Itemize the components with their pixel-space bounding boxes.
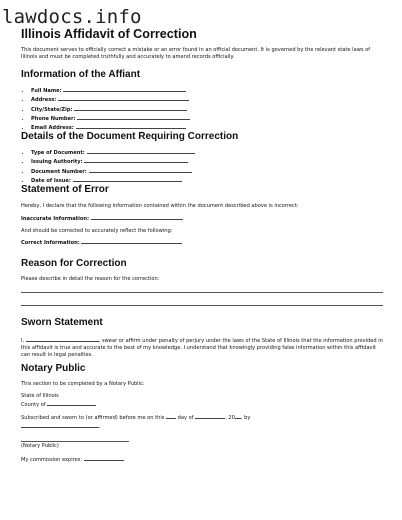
affiant-fields [21,86,383,132]
corrected-text: And should be corrected to accurately reflect the following: [21,227,173,234]
document-section [21,131,383,185]
affiant-full-name-field[interactable]: • Full Name: [31,86,383,95]
reason-prompt: Please describe in detail the reason for the correction: [21,276,160,282]
page-title: Illinois Affidavit of Correction [21,27,197,41]
date-of-issue-field[interactable]: • Date of Issue: [31,176,383,185]
affiant-phone-field[interactable]: • Phone Number: [31,114,383,123]
sworn-section [21,317,383,358]
notary-name-field[interactable]: . [21,422,383,431]
affiant-section [21,69,383,132]
notary-signature-line[interactable] [21,441,129,442]
document-page [21,27,383,463]
error-heading: Statement of Error [21,184,109,195]
sworn-name-blank[interactable] [26,336,99,342]
watermark: lawdocs.info [2,6,142,28]
reason-line-2[interactable] [21,305,383,306]
sworn-text: I, , swear or affirm under penalty of perjury under the laws of the State of Illinois that the information provided in this affidavit is true and accurate to the best of my knowledge. I understand that knowingly providing false information within this affidavit can result in legal penalties. [21,338,383,358]
issuing-authority-field[interactable]: • Issuing Authority: [31,157,383,166]
notary-intro: This section to be completed by a Notary Public: [21,381,145,387]
document-type-field[interactable]: • Type of Document: [31,148,383,157]
notary-label: (Notary Public) [21,442,59,449]
reason-heading: Reason for Correction [21,258,127,269]
notary-section [21,363,383,464]
notary-heading: Notary Public [21,363,86,374]
correct-info-field[interactable]: Correct Information: [21,238,383,247]
intro-paragraph: This document serves to officially correct a mistake or an error found in an official document. It is governed by the relevant state laws of Illinois and must be completed truthfully and accurately to amend records officially. [21,47,371,60]
affiant-heading: Information of the Affiant [21,69,141,80]
document-fields [21,148,383,185]
notary-subscribed-line[interactable]: Subscribed and sworn to (or affirmed) before me on this day of , 20 , by [21,415,251,422]
affiant-city-field[interactable]: • City/State/Zip: [31,105,383,114]
notary-county-field[interactable]: County of [21,400,383,409]
document-heading: Details of the Document Requiring Correction [21,131,239,142]
affiant-address-field[interactable]: • Address: [31,95,383,104]
affiant-email-field[interactable]: • Email Address: [31,123,383,132]
reason-section [21,258,383,306]
reason-line-1[interactable] [21,292,383,293]
document-number-field[interactable]: • Document Number: [31,167,383,176]
sworn-heading: Sworn Statement [21,317,103,328]
inaccurate-info-field[interactable]: Inaccurate Information: [21,214,383,223]
error-declaration: Hereby, I declare that the following information contained within the document described above is incorrect: [21,203,299,209]
commission-field[interactable]: My commission expires: [21,455,383,464]
notary-state: State of Illinois [21,392,59,399]
error-section [21,184,383,247]
